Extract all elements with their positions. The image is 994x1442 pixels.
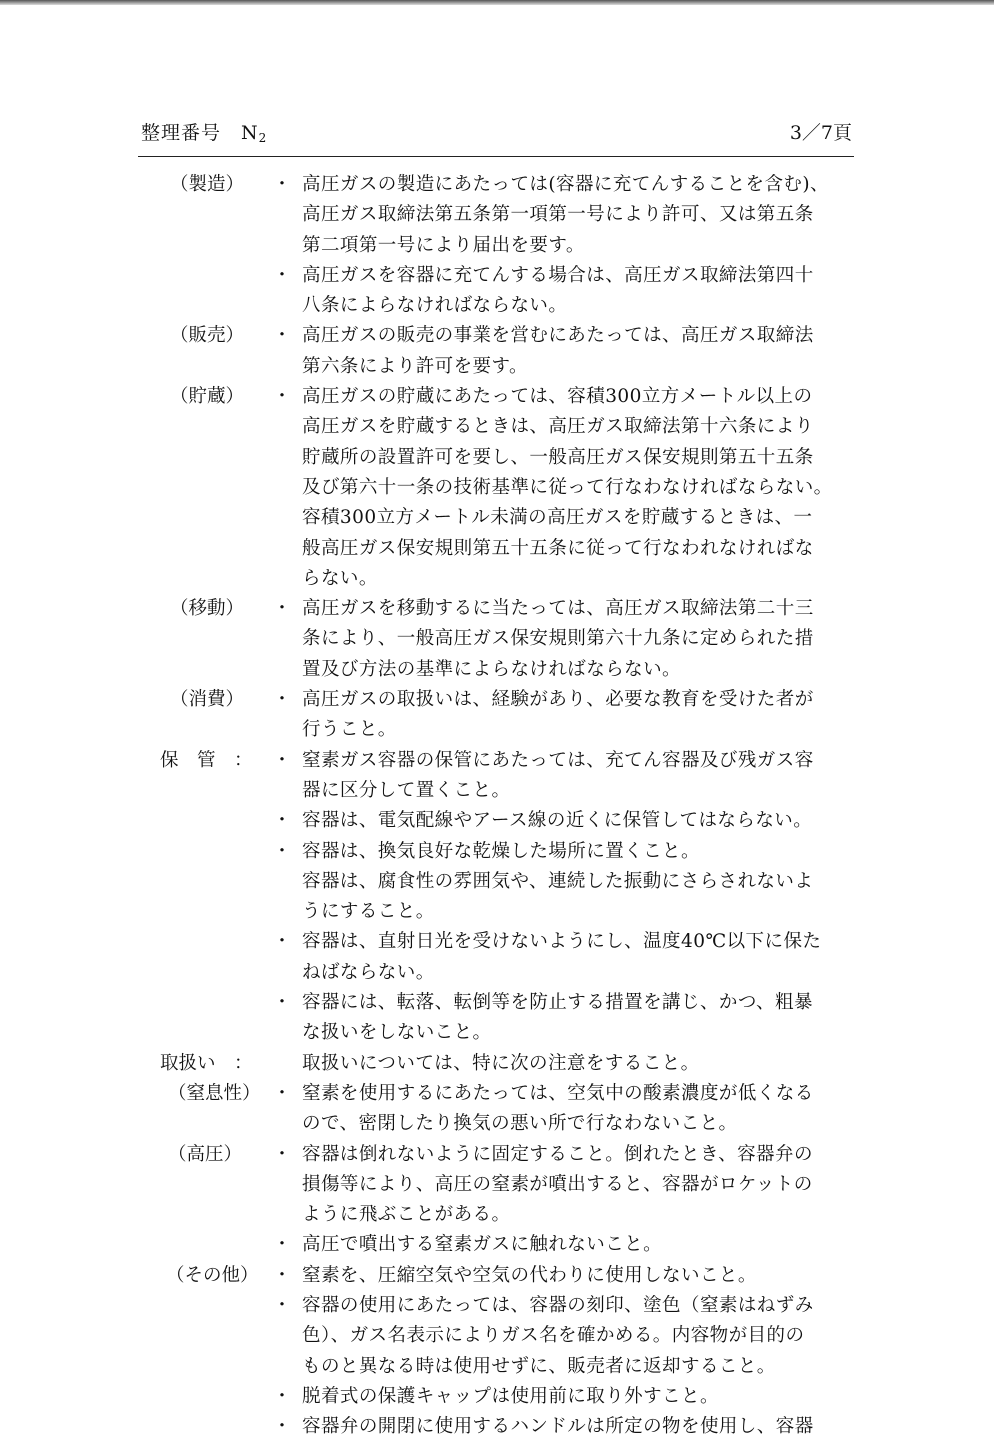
paragraph-text: 窒素を、圧縮空気や空気の代わりに使用しないこと。 xyxy=(302,1264,757,1286)
text-line xyxy=(0,685,994,715)
paragraph-text: 高圧ガスの販売の事業を営むにあたっては、高圧ガス取締法 xyxy=(302,325,814,347)
paragraph-text: 高圧ガスの取扱いは、経験があり、必要な教育を受けた者が xyxy=(302,689,814,711)
section-label-cell xyxy=(0,624,262,654)
paragraph-text: 容器の使用にあたっては、容器の刻印、塗色（窒素はねずみ xyxy=(302,1294,814,1316)
section-label-cell xyxy=(0,534,262,564)
section-label-cell xyxy=(0,837,262,867)
paragraph-text: 行うこと。 xyxy=(302,719,397,741)
section-label-cell xyxy=(0,352,262,382)
text-line xyxy=(0,655,994,685)
text-line xyxy=(0,746,994,776)
bullet-mark: ・ xyxy=(272,1294,292,1316)
bullet-mark: ・ xyxy=(272,1385,292,1407)
text-line xyxy=(0,867,994,897)
document-body xyxy=(0,170,994,1442)
paragraph-text: 貯蔵所の設置許可を要し、一般高圧ガス保安規則第五十五条 xyxy=(302,446,814,468)
section-label-cell xyxy=(0,1291,262,1321)
section-label-cell xyxy=(0,1261,262,1291)
paragraph-text: 般高圧ガス保安規則第五十五条に従って行なわれなければな xyxy=(302,537,814,559)
bullet-mark: ・ xyxy=(272,992,292,1014)
bullet-mark: ・ xyxy=(272,1264,292,1286)
text-line xyxy=(0,564,994,594)
section-label: （高圧） xyxy=(168,1143,243,1165)
text-line xyxy=(0,261,994,291)
text-line xyxy=(0,1049,994,1079)
section-label-cell xyxy=(0,1170,262,1200)
section-label-cell xyxy=(0,776,262,806)
paragraph-text: 高圧ガス取締法第五条第一項第一号により許可、又は第五条 xyxy=(302,204,814,226)
section-label-cell xyxy=(0,382,262,412)
section-label-cell xyxy=(0,261,262,291)
bullet-mark: ・ xyxy=(272,1082,292,1104)
bullet-mark: ・ xyxy=(272,1416,292,1438)
section-label-cell xyxy=(0,321,262,351)
paragraph-text: 高圧ガスを貯蔵するときは、高圧ガス取締法第十六条により xyxy=(302,416,814,438)
section-label: （窒息性） xyxy=(168,1082,261,1104)
section-label-cell xyxy=(0,564,262,594)
text-line xyxy=(0,837,994,867)
section-label-cell xyxy=(0,231,262,261)
text-line xyxy=(0,988,994,1018)
section-label-cell xyxy=(0,200,262,230)
section-label-cell xyxy=(0,897,262,927)
paragraph-text: 条により、一般高圧ガス保安規則第六十九条に定められた措 xyxy=(302,628,814,650)
section-label: （その他） xyxy=(166,1264,259,1286)
paragraph-text: 高圧ガスの製造にあたっては(容器に充てんすることを含む)、 xyxy=(302,174,829,195)
text-line xyxy=(0,1321,994,1351)
paragraph-text: 容器は倒れないように固定すること。倒れたとき、容器弁の xyxy=(302,1143,813,1165)
section-label-cell xyxy=(0,170,262,200)
bullet-mark: ・ xyxy=(272,174,292,195)
text-line xyxy=(0,806,994,836)
text-line xyxy=(0,1140,994,1170)
section-label-cell xyxy=(0,1018,262,1048)
section-label-cell xyxy=(0,806,262,836)
section-label: （販売） xyxy=(170,325,245,347)
text-line xyxy=(0,1018,994,1048)
section-label-cell xyxy=(0,988,262,1018)
text-line xyxy=(0,1230,994,1260)
section-label-cell xyxy=(0,1200,262,1230)
paragraph-text: 容器は、換気良好な乾燥した場所に置くこと。 xyxy=(302,840,700,862)
paragraph-text: な扱いをしないこと。 xyxy=(302,1022,492,1044)
paragraph-text: 第六条により許可を要す。 xyxy=(302,355,528,377)
paragraph-text: 容器弁の開閉に使用するハンドルは所定の物を使用し、容器 xyxy=(302,1416,814,1438)
section-label-cell xyxy=(0,412,262,442)
section-label-cell xyxy=(0,1109,262,1139)
text-line xyxy=(0,321,994,351)
paragraph-text: 高圧ガスの貯蔵にあたっては、容積300立方メートル以上の xyxy=(302,386,813,408)
page-header xyxy=(138,118,854,148)
text-line xyxy=(0,594,994,624)
text-line xyxy=(0,170,994,200)
text-line xyxy=(0,352,994,382)
text-line xyxy=(0,1170,994,1200)
text-line xyxy=(0,473,994,503)
section-label-cell xyxy=(0,291,262,321)
paragraph-text: 八条によらなければならない。 xyxy=(302,295,568,317)
header-divider xyxy=(138,156,854,157)
section-label: （製造） xyxy=(170,174,245,195)
bullet-mark: ・ xyxy=(272,264,292,286)
section-label-cell xyxy=(0,867,262,897)
text-line xyxy=(0,200,994,230)
paragraph-text: ように飛ぶことがある。 xyxy=(302,1204,511,1226)
section-label-cell xyxy=(0,443,262,473)
text-line xyxy=(0,1352,994,1382)
paragraph-text: 窒素を使用するにあたっては、空気中の酸素濃度が低くなる xyxy=(302,1082,814,1104)
paragraph-text: うにすること。 xyxy=(302,901,435,923)
section-label-cell xyxy=(0,594,262,624)
bullet-mark: ・ xyxy=(272,386,292,408)
bullet-mark: ・ xyxy=(272,1234,292,1256)
text-line xyxy=(0,231,994,261)
text-line xyxy=(0,1382,994,1412)
section-label-cell xyxy=(0,958,262,988)
section-label: 取扱い ： xyxy=(160,1052,253,1074)
paragraph-text: 容器には、転落、転倒等を防止する措置を講じ、かつ、粗暴 xyxy=(302,992,813,1014)
text-line xyxy=(0,1261,994,1291)
document-number xyxy=(141,118,267,145)
paragraph-text: 容器は、電気配線やアース線の近くに保管してはならない。 xyxy=(302,810,813,832)
paragraph-text: ねばならない。 xyxy=(302,961,435,983)
paragraph-text: ものと異なる時は使用せずに、販売者に返却すること。 xyxy=(302,1355,776,1377)
paragraph-text: らない。 xyxy=(302,567,378,589)
section-label-cell xyxy=(0,655,262,685)
section-label-cell xyxy=(0,1321,262,1351)
text-line xyxy=(0,412,994,442)
paragraph-text: 器に区分して置くこと。 xyxy=(302,779,511,801)
paragraph-text: ので、密閉したり換気の悪い所で行なわないこと。 xyxy=(302,1113,738,1135)
paragraph-text: 及び第六十一条の技術基準に従って行なわなければならない。 xyxy=(302,476,833,498)
bullet-mark: ・ xyxy=(272,840,292,862)
text-line xyxy=(0,958,994,988)
text-line xyxy=(0,382,994,412)
section-label: （消費） xyxy=(170,689,245,711)
scan-edge xyxy=(0,0,994,5)
text-line xyxy=(0,1109,994,1139)
bullet-mark: ・ xyxy=(272,689,292,711)
document-number-subscript: 2 xyxy=(258,131,268,145)
paragraph-text: 窒素ガス容器の保管にあたっては、充てん容器及び残ガス容 xyxy=(302,749,814,771)
text-line xyxy=(0,776,994,806)
section-label-cell xyxy=(0,1412,262,1442)
paragraph-text: 色）、ガス名表示によりガス名を確かめる。内容物が目的の xyxy=(302,1325,805,1347)
text-line xyxy=(0,291,994,321)
paragraph-text: 容器は、直射日光を受けないようにし、温度40℃以下に保た xyxy=(302,931,822,953)
bullet-mark: ・ xyxy=(272,325,292,347)
document-number-label: 整理番号 N xyxy=(141,122,259,144)
bullet-mark: ・ xyxy=(272,598,292,620)
text-line xyxy=(0,534,994,564)
paragraph-text: 第二項第一号により届出を要す。 xyxy=(302,234,585,256)
section-label-cell xyxy=(0,1352,262,1382)
section-label-cell xyxy=(0,503,262,533)
bullet-mark: ・ xyxy=(272,810,292,832)
section-label-cell xyxy=(0,473,262,503)
text-line xyxy=(0,897,994,927)
paragraph-text: 置及び方法の基準によらなければならない。 xyxy=(302,658,682,680)
section-label-cell xyxy=(0,1140,262,1170)
section-label: （移動） xyxy=(170,598,245,620)
paragraph-text: 損傷等により、高圧の窒素が噴出すると、容器がロケットの xyxy=(302,1173,813,1195)
paragraph-text: 高圧ガスを移動するに当たっては、高圧ガス取締法第二十三 xyxy=(302,598,814,620)
page-number: 3／7頁 xyxy=(789,122,852,144)
section-label-cell xyxy=(0,927,262,957)
paragraph-text: 取扱いについては、特に次の注意をすること。 xyxy=(302,1052,700,1074)
section-label-cell xyxy=(0,715,262,745)
text-line xyxy=(0,1412,994,1442)
paragraph-text: 容器は、腐食性の雰囲気や、連続した振動にさらされないよ xyxy=(302,870,814,892)
paragraph-text: 容積300立方メートル未満の高圧ガスを貯蔵するときは、一 xyxy=(302,507,813,529)
section-label: （貯蔵） xyxy=(170,386,245,408)
text-line xyxy=(0,503,994,533)
section-label-cell xyxy=(0,1049,262,1079)
paragraph-text: 高圧ガスを容器に充てんする場合は、高圧ガス取締法第四十 xyxy=(302,264,814,286)
section-label-cell xyxy=(0,1230,262,1260)
section-label-cell xyxy=(0,1079,262,1109)
text-line xyxy=(0,1200,994,1230)
section-label-cell xyxy=(0,1382,262,1412)
section-label-cell xyxy=(0,685,262,715)
text-line xyxy=(0,624,994,654)
section-label: 保 管 ： xyxy=(160,749,253,771)
section-label-cell xyxy=(0,746,262,776)
text-line xyxy=(0,1291,994,1321)
text-line xyxy=(0,443,994,473)
bullet-mark: ・ xyxy=(272,931,292,953)
bullet-mark: ・ xyxy=(272,1143,292,1165)
text-line xyxy=(0,715,994,745)
paragraph-text: 脱着式の保護キャップは使用前に取り外すこと。 xyxy=(302,1385,719,1407)
text-line xyxy=(0,927,994,957)
bullet-mark: ・ xyxy=(272,749,292,771)
paragraph-text: 高圧で噴出する窒素ガスに触れないこと。 xyxy=(302,1234,663,1256)
text-line xyxy=(0,1079,994,1109)
